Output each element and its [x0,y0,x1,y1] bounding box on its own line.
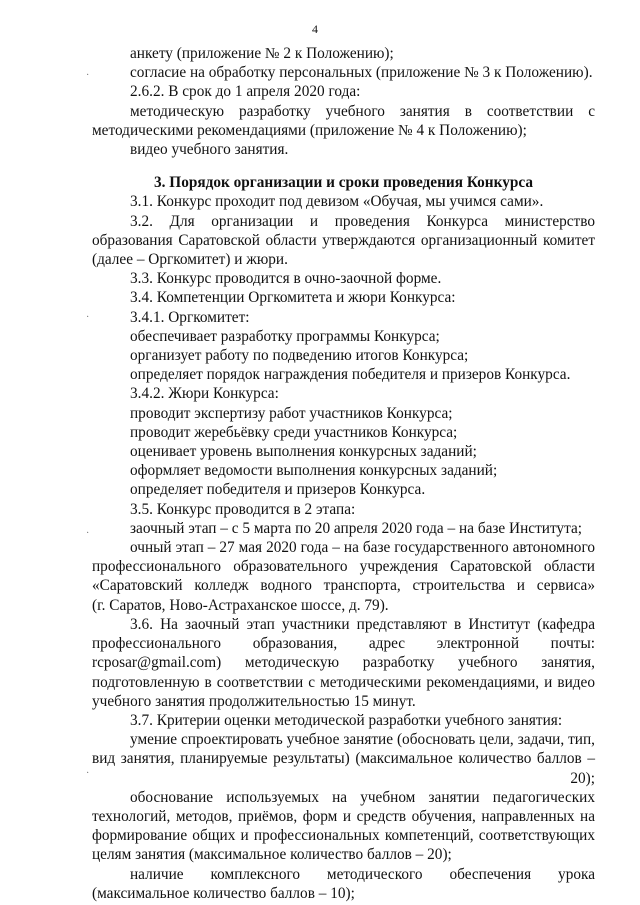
scan-mark: · [86,70,90,81]
text-line: подготовленную в соответствии с методическими рекомендациями, и видео [92,673,595,691]
list-item: умение спроектировать учебное занятие (обосновать цели, задачи, тип, [130,731,595,749]
list-item: проводит экспертизу работ участников Конкурса; [130,404,453,422]
paragraph-3-4: 3.4. Компетенции Оргкомитета и жюри Конкурса: [130,289,456,307]
list-item: наличие комплексного методического обеспечения урока [130,865,595,883]
paragraph-3-1: 3.1. Конкурс проходит под девизом «Обучая, мы учимся сами». [130,193,544,211]
list-item: определяет победителя и призеров Конкурса. [130,481,426,499]
scan-mark: · [86,312,90,323]
text-line: профессионального образовательного учреждения Саратовской области [92,558,595,576]
list-item: оценивает уровень выполнения конкурсных заданий; [130,443,477,461]
text-line: методическими рекомендациями (приложение № 4 к Положению); [92,121,527,139]
list-item: очный этап – 27 мая 2020 года – на базе государственного автономного [130,539,595,557]
paragraph-3-7: 3.7. Критерии оценки методической разработки учебного занятия: [130,711,563,729]
text-line: rcposar@gmail.com) методическую разработку учебного занятия, [92,654,595,672]
text-line: согласие на обработку персональных (приложение № 3 к Положению). [130,64,593,82]
text-line: методическую разработку учебного занятия в соответствии с [130,102,595,120]
paragraph-3-5: 3.5. Конкурс проводится в 2 этапа: [130,500,356,518]
text-line: анкету (приложение № 2 к Положению); [130,45,394,62]
text-line: 20); [570,769,595,787]
page-number: 4 [312,22,318,36]
paragraph-3-2: 3.2. Для организации и проведения Конкурса министерство [130,212,595,230]
text-line: технологий, методов, приёмов, форм и средств обучения, направленных на [92,807,595,825]
paragraph-3-6: 3.6. На заочный этап участники представляют в Институт (кафедра [130,615,595,633]
scan-mark: · [86,768,90,779]
text-line: 2.6.2. В срок до 1 апреля 2020 года: [130,83,361,101]
document-body [92,44,595,903]
scan-mark: · [86,528,90,539]
list-item: обоснование используемых на учебном занятии педагогических [130,788,595,806]
list-item: организует работу по подведению итогов Конкурса; [130,347,469,365]
list-item: оформляет ведомости выполнения конкурсных заданий; [130,462,498,480]
text-line: видео учебного занятия. [130,141,289,159]
text-line: учебного занятия продолжительностью 15 минут. [92,692,416,710]
text-line: (далее – Оргкомитет) и жюри. [92,251,288,269]
paragraph-3-4-2: 3.4.2. Жюри Конкурса: [130,385,279,403]
list-item: проводит жеребьёвку среди участников Конкурса; [130,423,458,441]
text-line: профессионального образования, адрес электронной почты: [92,635,595,653]
paragraph-3-3: 3.3. Конкурс проводится в очно-заочной форме. [130,270,442,288]
paragraph-3-4-1: 3.4.1. Оргкомитет: [130,308,250,326]
text-line: «Саратовский колледж водного транспорта, строительства и сервиса» [92,577,595,595]
text-line: формирование общих и профессиональных компетенций, соответствующих [92,827,595,845]
text-line: вид занятия, планируемые результаты) (максимальное количество баллов – [92,750,595,768]
text-line: (максимальное количество баллов – 10); [92,884,355,902]
list-item: определяет порядок награждения победителя и призеров Конкурса. [130,366,571,384]
text-line: образования Саратовской области утверждаются организационный комитет [92,231,595,249]
section-heading: 3. Порядок организации и сроки проведения Конкурса [154,174,533,192]
text-line: (г. Саратов, Ново-Астраханское шоссе, д. 79). [92,596,389,614]
list-item: обеспечивает разработку программы Конкурса; [130,327,440,345]
list-item: заочный этап – с 5 марта по 20 апреля 2020 года – на базе Института; [130,519,582,537]
text-line: целям занятия (максимальное количество баллов – 20); [92,846,452,864]
